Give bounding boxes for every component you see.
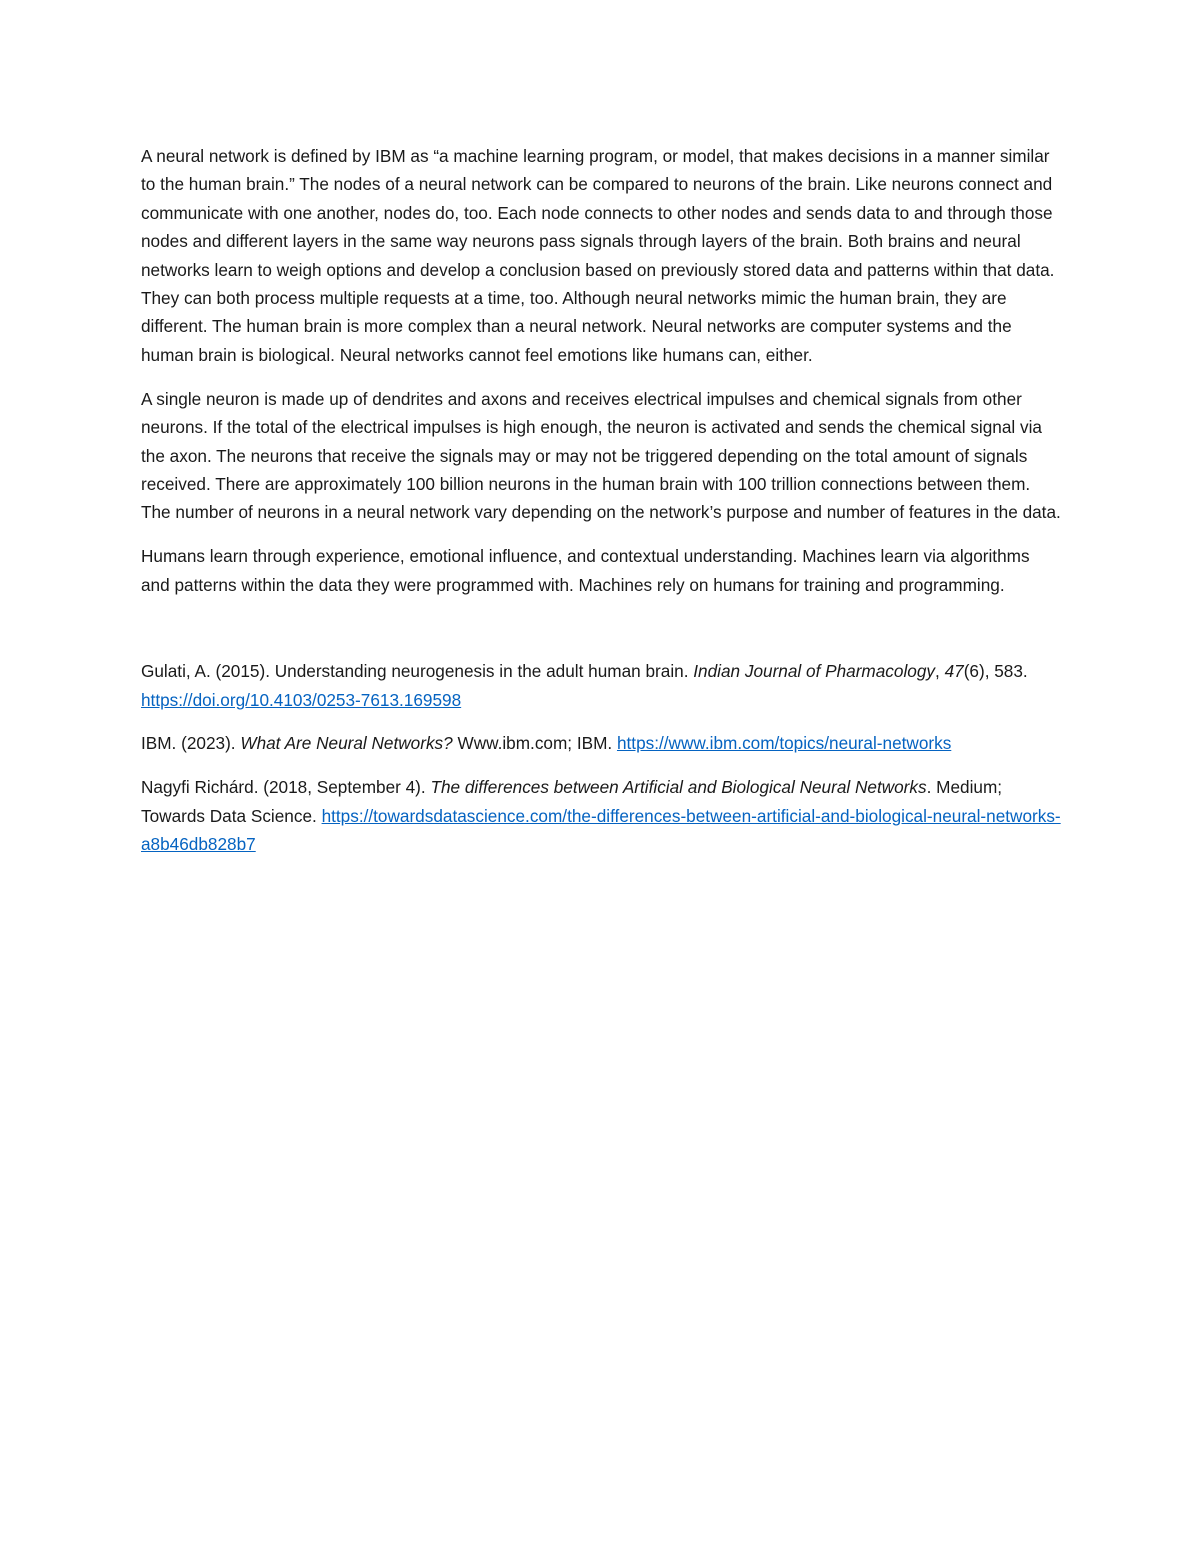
reference-text: Www.ibm.com; IBM. [452,733,617,754]
body-paragraph-3: Humans learn through experience, emotional influence, and contextual understanding. Machines learn via algorithms and patterns within the data they were programmed with. Machines rely on humans for training and programming. [141,546,1030,595]
reference-text: Nagyfi Richárd. (2018, September 4). [141,777,431,798]
body-paragraph-2: A single neuron is made up of dendrites and axons and receives electrical impulses and chemical signals from other neurons. If the total of the electrical impulses is high enough, the neuron is activated and sends the chemical signal via the axon. The neurons that receive the signals may or may not be triggered depending on the total amount of signals received. There are approximately 100 billion neurons in the human brain with 100 trillion connections between them. The number of neurons in a neural network vary depending on the network’s purpose and number of features in the data. [141,388,1061,523]
reference-text: Gulati, A. (2015). Understanding neurogenesis in the adult human brain. [141,661,694,682]
reference-journal: Indian Journal of Pharmacology [693,661,935,682]
reference-text: (6), 583. [963,661,1028,682]
reference-volume: 47 [944,661,964,682]
reference-text: IBM. (2023). [141,733,241,754]
reference-text: . Medium; Towards Data Science. [141,777,1003,826]
references-list [141,657,1061,858]
reference-link-ibm[interactable]: https://www.ibm.com/topics/neural-networks [616,733,952,754]
reference-text: , [935,661,945,682]
reference-nagyfi [141,773,1061,858]
reference-gulati [141,657,1061,714]
document-page [141,142,1061,874]
reference-link-nagyfi[interactable]: https://towardsdatascience.com/the-differences-between-artificial-and-biological-neural-networks-a8b46db828b7 [141,805,1061,855]
body-paragraph-1: A neural network is defined by IBM as “a machine learning program, or model, that makes decisions in a manner similar to the human brain.” The nodes of a neural network can be compared to neurons of the brain. Like neurons connect and communicate with one another, nodes do, too. Each node connects to other nodes and sends data to and through those nodes and different layers in the same way neurons pass signals through layers of the brain. Both brains and neural networks learn to weigh options and develop a conclusion based on previously stored data and patterns within that data. They can both process multiple requests at a time, too. Although neural networks mimic the human brain, they are different. The human brain is more complex than a neural network. Neural networks are computer systems and the human brain is biological. Neural networks cannot feel emotions like humans can, either. [141,146,1055,365]
reference-title: What Are Neural Networks? [240,733,453,754]
reference-link-gulati[interactable]: https://doi.org/10.4103/0253-7613.169598 [141,689,462,710]
reference-ibm [141,729,1061,757]
reference-title: The differences between Artificial and Biological Neural Networks [430,777,927,798]
